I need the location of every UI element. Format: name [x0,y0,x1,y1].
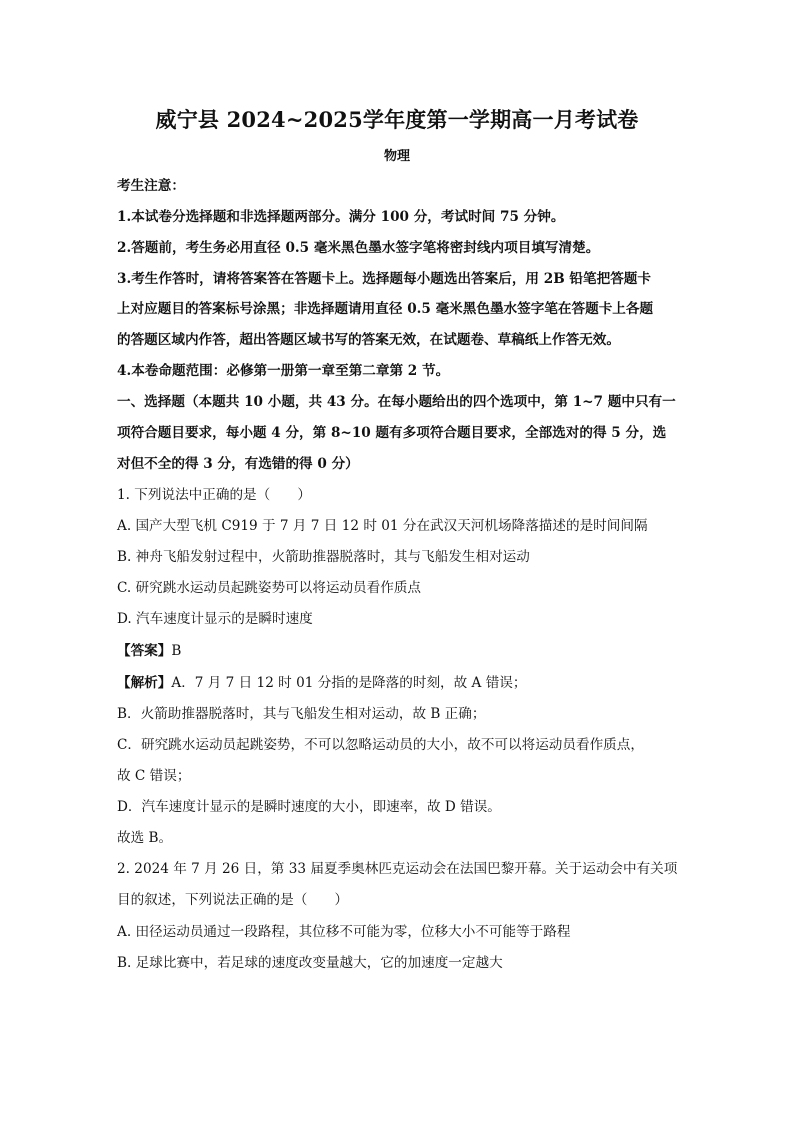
notice-line-2: 2.答题前，考生务必用直径 0.5 毫米黑色墨水签字笔将密封线内项目填写清楚。 [117,240,600,256]
question-2-stem-line-2: 目的叙述，下列说法正确的是（ ） [117,892,349,908]
question-1-analysis-d: D．汽车速度计显示的是瞬时速度的大小，即速率，故 D 错误。 [117,799,501,815]
question-2-option-a: A. 田径运动员通过一段路程，其位移不可能为零，位移大小不可能等于路程 [117,924,571,940]
answer-tag: 【答案】 [117,643,172,659]
notice-line-4: 上对应题目的答案标号涂黑；非选择题请用直径 0.5 毫米黑色墨水签字笔在答题卡上各题 [117,301,654,317]
notice-line-6: 4.本卷命题范围：必修第一册第一章至第二章第 2 节。 [117,363,450,379]
notice-line-5: 的答题区域内作答，超出答题区域书写的答案无效，在试题卷、草稿纸上作答无效。 [117,332,620,348]
question-1-answer [117,641,692,661]
question-1-option-d: D. 汽车速度计显示的是瞬时速度 [117,611,313,627]
question-1-analysis-c: C．研究跳水运动员起跳姿势，不可以忽略运动员的大小，故不可以将运动员看作质点， [117,737,644,753]
notice-heading: 考生注意： [117,178,185,194]
notice-line-1: 1.本试卷分选择题和非选择题两部分。满分 100 分，考试时间 75 分钟。 [117,209,565,225]
question-1-analysis-b: B．火箭助推器脱落时，其与飞船发生相对运动，故 B 正确； [117,706,486,722]
question-1-conclusion: 故选 B。 [117,830,173,846]
question-2-stem-line-1: 2. 2024 年 7 月 26 日，第 33 届夏季奥林匹克运动会在法国巴黎开幕。关于运动会中有关项 [117,861,678,877]
analysis-tag: 【解析】 [117,675,172,691]
question-1-analysis-a [117,673,692,693]
question-1-analysis-c-cont: 故 C 错误； [117,768,191,784]
notice-line-3: 3.考生作答时，请将答案答在答题卡上。选择题每小题选出答案后，用 2B 铅笔把答题卡 [117,271,651,287]
analysis-text: A．7 月 7 日 12 时 01 分指的是降落的时刻，故 A 错误； [171,675,527,691]
question-1-option-c: C. 研究跳水运动员起跳姿势可以将运动员看作质点 [117,580,422,596]
answer-value: B [171,643,182,659]
question-1-option-a: A. 国产大型飞机 C919 于 7 月 7 日 12 时 01 分在武汉天河机场降落描述的是时间间隔 [117,518,648,534]
section-heading-line-2: 项符合题目要求，每小题 4 分，第 8~10 题有多项符合题目要求，全部选对的得 5 分，选 [117,425,667,441]
section-heading-line-3: 对但不全的得 3 分，有选错的得 0 分） [117,456,359,472]
question-1-option-b: B. 神舟飞船发射过程中，火箭助推器脱落时，其与飞船发生相对运动 [117,549,530,565]
subject-name: 物理 [383,149,410,164]
question-2-option-b: B. 足球比赛中，若足球的速度改变量越大，它的加速度一定越大 [117,955,503,971]
section-heading-line-1: 一、选择题（本题共 10 小题，共 43 分。在每小题给出的四个选项中，第 1~7 题中只有一 [117,394,676,410]
question-1-stem: 1. 下列说法中正确的是（ ） [117,487,312,503]
exam-title: 威宁县 2024~2025学年度第一学期高一月考试卷 [155,107,639,132]
